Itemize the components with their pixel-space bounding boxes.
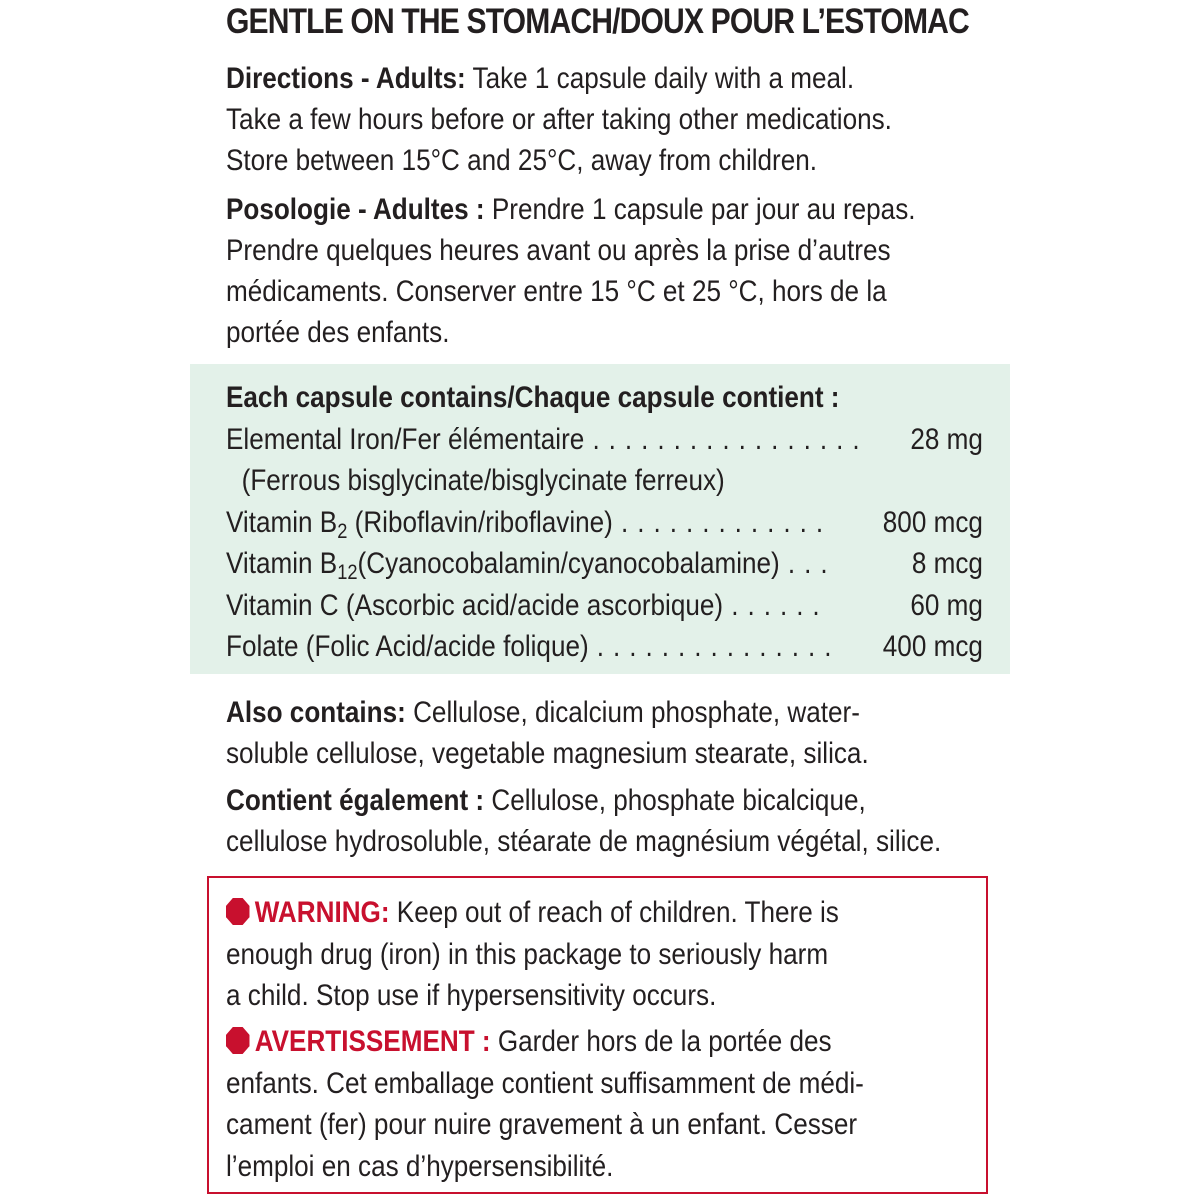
warning-fr-line-2: enfants. Cet emballage contient suffisamment de médi- [226, 1066, 864, 1100]
also-contains-en-text-1: Cellulose, dicalcium phosphate, water- [405, 696, 860, 729]
warning-fr-line-1 [226, 1021, 864, 1063]
also-contains-fr-line-1 [226, 780, 992, 821]
ingredient-row-iron [226, 419, 983, 461]
stop-octagon-icon [226, 1027, 249, 1054]
directions-fr-line-1 [226, 189, 992, 230]
also-contains-english [226, 692, 992, 774]
ingredient-name: Folate (Folic Acid/acide folique) [226, 630, 589, 663]
ingredient-name-prefix: Vitamin B [226, 547, 338, 580]
directions-en-text-1: Take 1 capsule daily with a meal. [465, 62, 855, 95]
warning-en-line-1 [226, 892, 839, 934]
ingredient-amount: 8 mcg [911, 547, 983, 580]
directions-fr-line-4: portée des enfants. [226, 316, 450, 349]
warning-english [226, 892, 839, 1017]
ingredient-name-suffix: (Riboflavin/riboflavine) [347, 505, 613, 539]
ingredient-name: Vitamin C (Ascorbic acid/acide ascorbique) [226, 588, 724, 622]
warning-fr-line-4: l’emploi en cas d’hypersensibilité. [226, 1149, 614, 1183]
leader-dots: . . . [779, 547, 829, 580]
warning-fr-label: AVERTISSEMENT : [254, 1025, 491, 1058]
directions-en-label: Directions - Adults: [226, 62, 466, 95]
also-contains-en-line-1 [226, 692, 992, 733]
ingredient-amount: 60 mg [910, 588, 983, 622]
directions-fr-line-3: médicaments. Conserver entre 15 °C et 25 °C, hors de la [226, 275, 887, 308]
ingredient-row-vitamin-c [226, 585, 983, 627]
page-title: GENTLE ON THE STOMACH/DOUX POUR L’ESTOMAC [226, 2, 969, 41]
also-contains-en-line-2: soluble cellulose, vegetable magnesium stearate, silica. [226, 737, 869, 770]
warning-fr-line-3: cament (fer) pour nuire gravement à un enfant. Cesser [226, 1108, 858, 1141]
also-contains-fr-line-2: cellulose hydrosoluble, stéarate de magnésium végétal, silice. [226, 825, 942, 858]
ingredient-subscript: 12 [337, 561, 358, 584]
ingredient-row-vitamin-b12 [226, 543, 983, 585]
ingredients-list [226, 377, 999, 668]
directions-en-line-2: Take a few hours before or after taking other medications. [226, 103, 892, 136]
ingredient-row-vitamin-b2 [226, 502, 983, 544]
warning-en-line-3: a child. Stop use if hypersensitivity occurs. [226, 979, 717, 1012]
ingredient-name-suffix: (Cyanocobalamin/cyanocobalamine) [357, 547, 780, 580]
warning-en-text-1: Keep out of reach of children. There is [389, 896, 839, 929]
ingredients-heading: Each capsule contains/Chaque capsule contient : [226, 381, 840, 414]
warning-en-label: WARNING: [254, 896, 390, 929]
directions-fr-text-1: Prendre 1 capsule par jour au repas. [484, 193, 916, 226]
warning-en-line-2: enough drug (iron) in this package to seriously harm [226, 937, 829, 971]
ingredient-amount: 28 mg [910, 422, 983, 456]
stop-octagon-icon [226, 898, 249, 925]
ingredient-name-prefix: Vitamin B [226, 505, 338, 539]
directions-en-line-1 [226, 58, 992, 99]
also-contains-en-label: Also contains: [226, 696, 406, 729]
also-contains-french [226, 780, 992, 862]
directions-fr-line-2: Prendre quelques heures avant ou après la prise d’autres [226, 234, 891, 267]
directions-fr-label: Posologie - Adultes : [226, 193, 485, 226]
also-contains-fr-label: Contient également : [226, 784, 485, 817]
ingredient-amount: 400 mcg [882, 630, 983, 663]
also-contains-fr-text-1: Cellulose, phosphate bicalcique, [484, 784, 866, 817]
ingredient-amount: 800 mcg [882, 505, 983, 539]
directions-english [226, 58, 992, 181]
leader-dots: . . . . . . . . . . . . . [612, 505, 825, 539]
directions-en-line-3: Store between 15°C and 25°C, away from children. [226, 144, 818, 177]
directions-french [226, 189, 992, 353]
ingredient-row-folate [226, 626, 983, 668]
ingredient-note-iron-source: (Ferrous bisglycinate/bisglycinate ferreux) [241, 464, 725, 497]
leader-dots: . . . . . . . . . . . . . . . . . [584, 422, 861, 456]
ingredient-name: Elemental Iron/Fer élémentaire [226, 422, 585, 456]
warning-fr-text-1: Garder hors de la portée des [490, 1025, 832, 1058]
leader-dots: . . . . . . . . . . . . . . . [588, 630, 833, 663]
leader-dots: . . . . . . [723, 588, 821, 622]
ingredient-subscript: 2 [337, 519, 348, 543]
warning-french [226, 1021, 864, 1187]
